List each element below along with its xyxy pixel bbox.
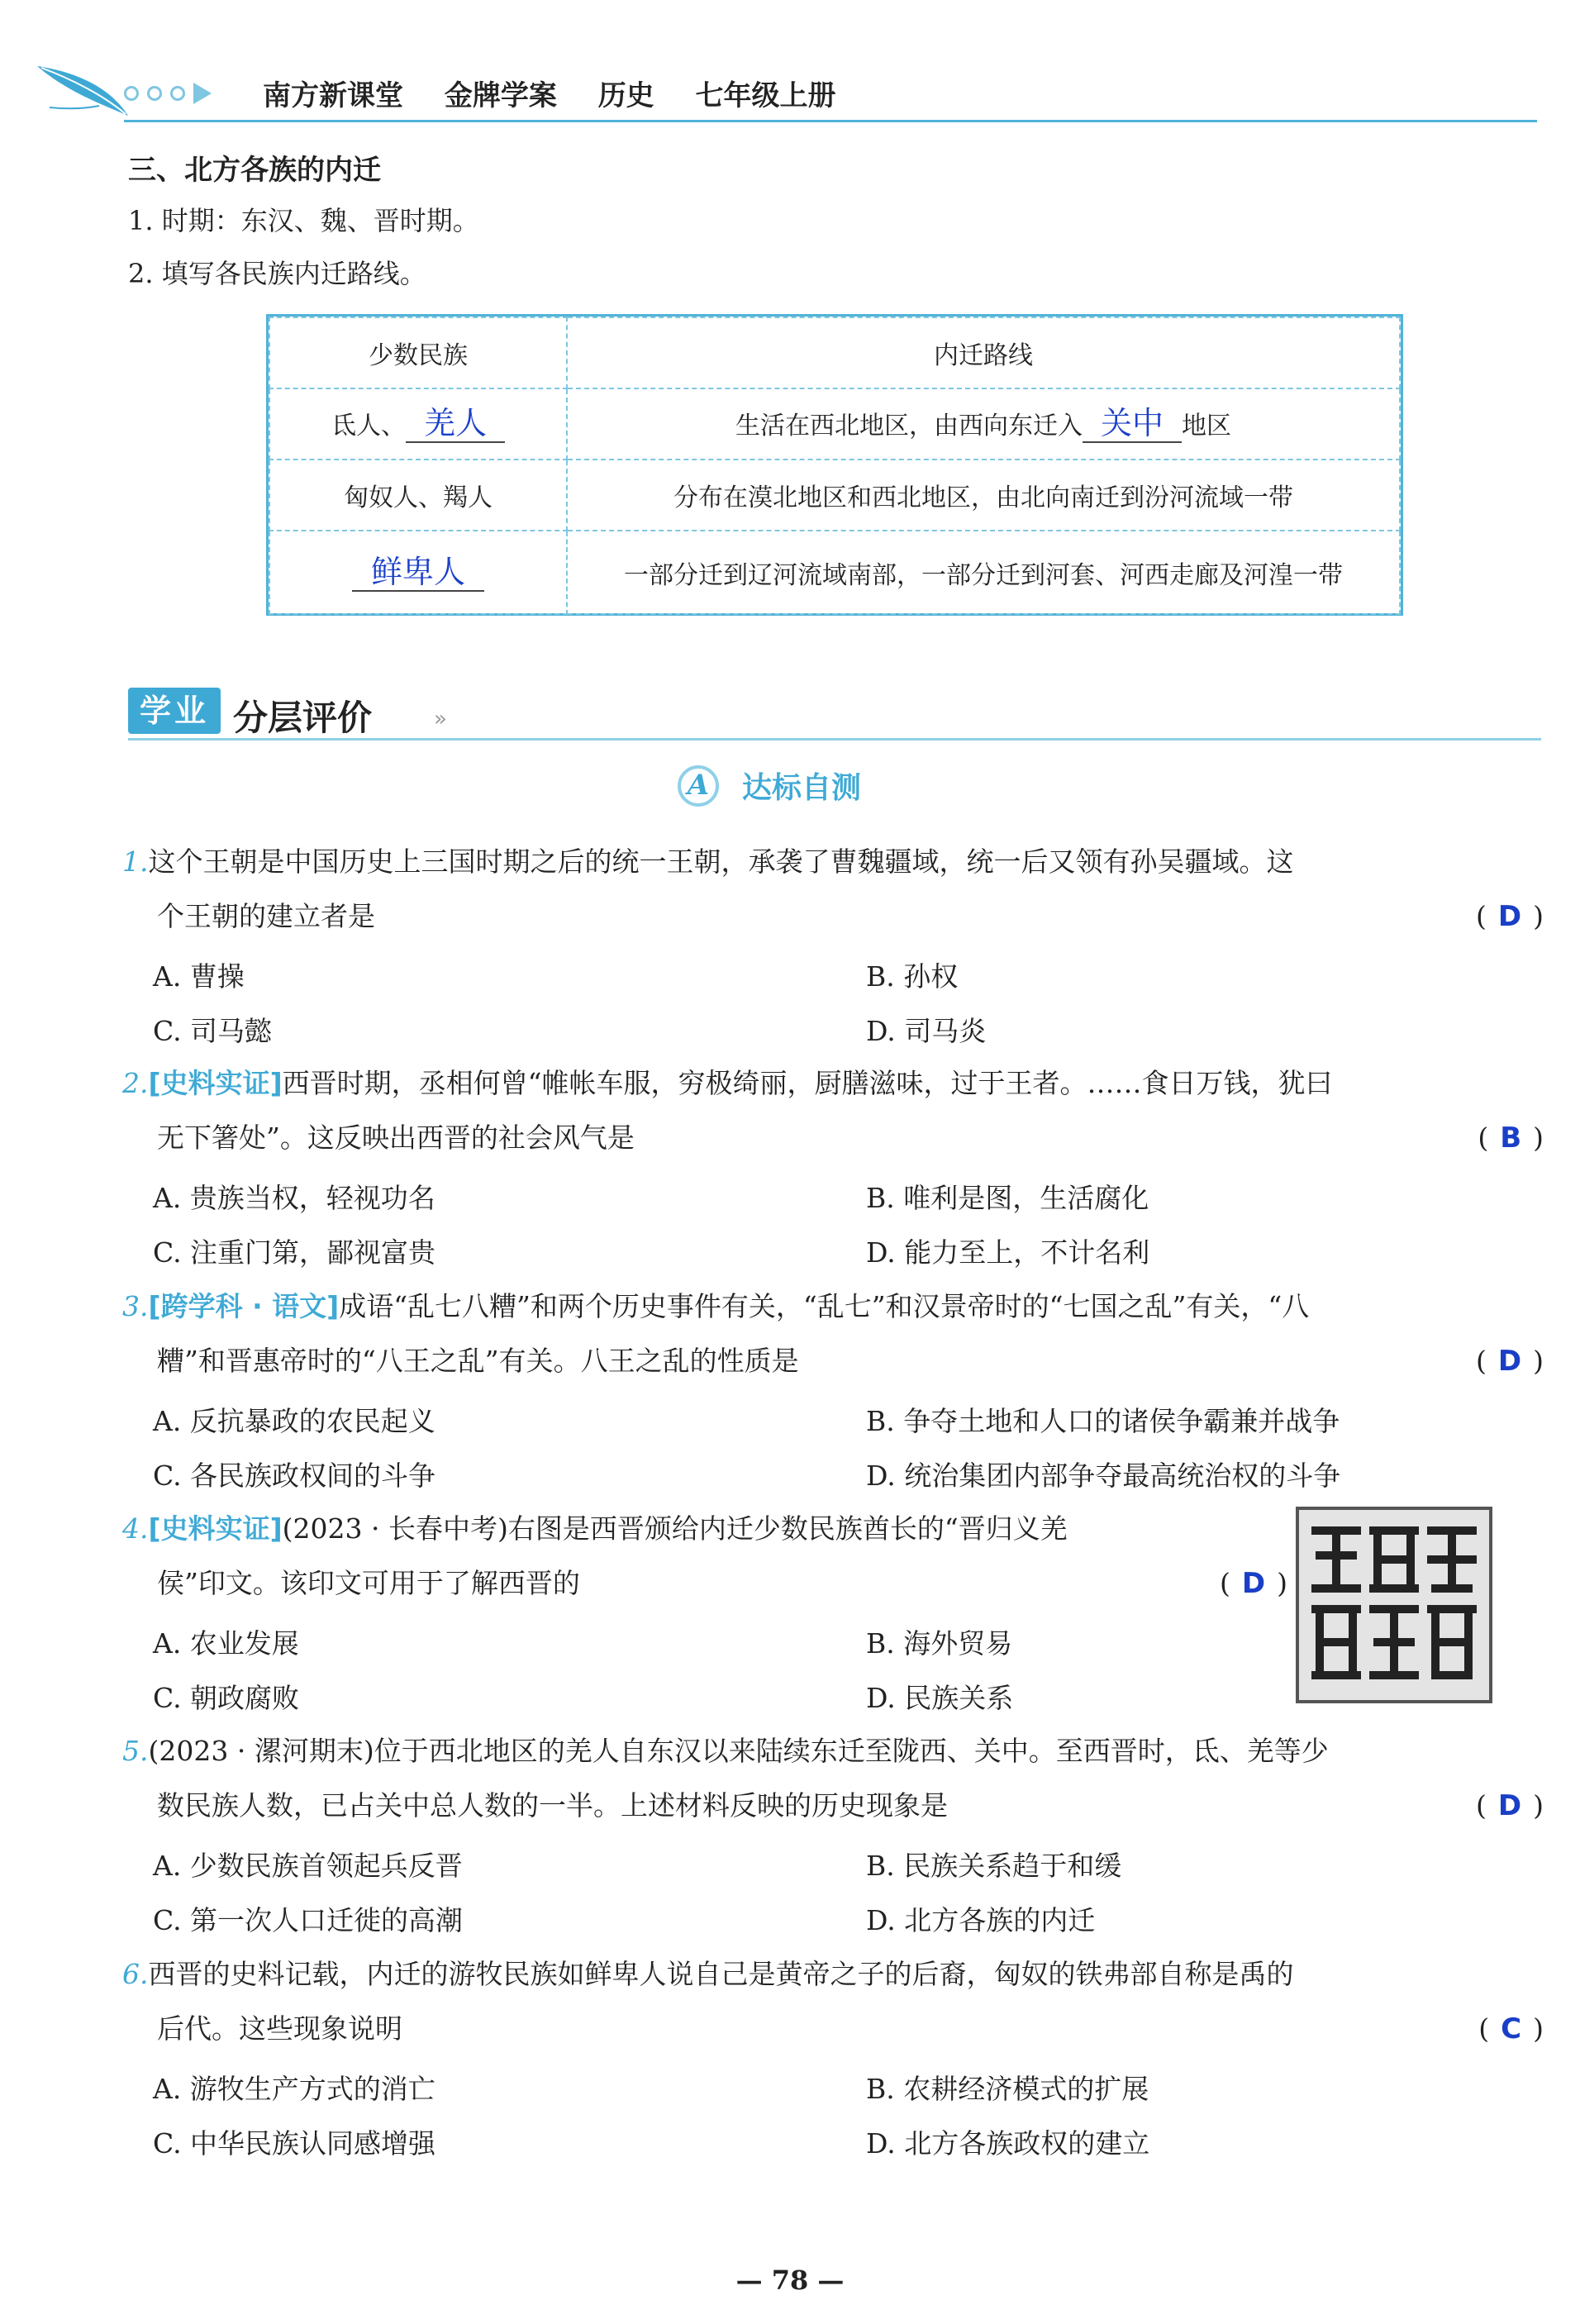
answer-bracket: ( C ) (1478, 2012, 1544, 2045)
option-b: B. 农耕经济模式的扩展 (866, 2073, 1149, 2105)
question-stem-line: 后代。这些现象说明 ( C ) (122, 2002, 1544, 2056)
question-stem-line: 糟”和晋惠帝时的“八王之乱”有关。八王之乱的性质是 ( D ) (122, 1334, 1544, 1388)
option-a: A. 少数民族首领起兵反晋 (153, 1850, 463, 1882)
question-stem-line: 无下箸处”。这反映出西晋的社会风气是 ( B ) (122, 1111, 1544, 1165)
subsection-title: 达标自测 (742, 771, 862, 805)
option-c: C. 各民族政权间的斗争 (153, 1460, 436, 1492)
header-divider (124, 120, 1537, 122)
question-4 (122, 1502, 1287, 1611)
seal-image (1296, 1507, 1492, 1703)
option-c: C. 司马懿 (153, 1015, 273, 1047)
handwritten-answer: D (1241, 1567, 1266, 1600)
question-1 (122, 835, 1544, 944)
table-header-route: 内迁路线 (567, 317, 1400, 388)
question-number: 4. (122, 1512, 149, 1545)
option-d: D. 北方各族的内迁 (866, 1904, 1096, 1936)
option-b: B. 海外贸易 (866, 1627, 1013, 1660)
subsection-header (678, 764, 861, 807)
question-number: 3. (122, 1290, 149, 1322)
handwritten-answer: D (1497, 1789, 1522, 1822)
table-cell-nation: 匈奴人、羯人 (269, 460, 567, 531)
header-subject: 历史 (597, 79, 654, 112)
handwritten-answer: B (1500, 1122, 1522, 1155)
option-b: B. 民族关系趋于和缓 (866, 1850, 1122, 1882)
question-stem-line: 4.[史料实证](2023 · 长春中考)右图是西晋颁给内迁少数民族酋长的“晋归义羌 (122, 1512, 1068, 1545)
question-stem-line: 6.西晋的史料记载，内迁的游牧民族如鲜卑人说自己是黄帝之子的后裔，匈奴的铁弗部自称是禹的 (122, 1958, 1294, 1990)
option-a: A. 农业发展 (153, 1627, 299, 1660)
question-number: 2. (122, 1067, 149, 1099)
question-stem-line: 侯”印文。该印文可用于了解西晋的 ( D ) (122, 1556, 1287, 1611)
question-stem-line: 数民族人数，已占关中总人数的一半。上述材料反映的历史现象是 ( D ) (122, 1779, 1544, 1833)
question-number: 1. (122, 845, 149, 878)
option-b: B. 孙权 (866, 960, 959, 993)
double-chevron-icon: » (434, 707, 447, 731)
header-grade: 七年级上册 (695, 79, 836, 112)
option-b: B. 唯利是图，生活腐化 (866, 1182, 1149, 1214)
option-a: A. 反抗暴政的农民起义 (153, 1405, 435, 1437)
option-b: B. 争夺土地和人口的诸侯争霸兼并战争 (866, 1405, 1340, 1437)
option-c: C. 朝政腐败 (153, 1682, 300, 1714)
option-c: C. 中华民族认同感增强 (153, 2127, 436, 2160)
question-stem-line: 1.这个王朝是中国历史上三国时期之后的统一王朝，承袭了曹魏疆域，统一后又领有孙吴疆域。这 (122, 845, 1294, 878)
question-number: 5. (122, 1735, 149, 1767)
page-number: — 78 — (735, 2264, 845, 2296)
option-d: D. 民族关系 (866, 1682, 1014, 1714)
question-tag: [史料实证] (148, 1067, 283, 1099)
section-divider (128, 738, 1541, 741)
answer-bracket: ( B ) (1478, 1122, 1544, 1155)
question-2 (122, 1056, 1544, 1165)
question-stem-line: 个王朝的建立者是 ( D ) (122, 889, 1544, 944)
header-book-series: 南方新课堂 (263, 79, 403, 112)
option-d: D. 司马炎 (866, 1015, 987, 1047)
handwritten-answer: 关中 (1083, 405, 1182, 443)
option-d: D. 北方各族政权的建立 (866, 2127, 1150, 2160)
question-stem-line: 5.(2023 · 漯河期末)位于西北地区的羌人自东汉以来陆续东迁至陇西、关中。至西晋时，氐、羌等少 (122, 1735, 1329, 1767)
question-tag: [跨学科 · 语文] (148, 1290, 340, 1322)
table-cell-nation: 氐人、 羌人 (269, 388, 567, 460)
header-book-name: 金牌学案 (444, 79, 557, 112)
option-a: A. 贵族当权，轻视功名 (153, 1182, 435, 1214)
option-d: D. 能力至上，不计名利 (866, 1236, 1150, 1269)
table-cell-route: 一部分迁到辽河流域南部，一部分迁到河套、河西走廊及河湟一带 (567, 531, 1400, 614)
handwritten-answer: C (1501, 2012, 1522, 2045)
evaluation-title: 分层评价 (233, 698, 373, 738)
question-tag: [史料实证] (148, 1512, 283, 1545)
answer-bracket: ( D ) (1476, 1789, 1544, 1822)
header-dots-icon (124, 83, 212, 104)
table-header-nation: 少数民族 (269, 317, 567, 388)
handwritten-answer: D (1497, 1345, 1522, 1378)
table-cell-route: 生活在西北地区，由西向东迁入 关中 地区 (567, 388, 1400, 460)
handwritten-answer: 鲜卑人 (352, 554, 484, 592)
option-a: A. 曹操 (153, 960, 245, 993)
section-title: 三、北方各族的内迁 (128, 154, 381, 187)
question-stem-line: 3.[跨学科 · 语文]成语“乱七八糟”和两个历史事件有关，“乱七”和汉景帝时的“七国之乱”有关，“八 (122, 1290, 1310, 1322)
migration-table (266, 314, 1403, 616)
option-d: D. 统治集团内部争夺最高统治权的斗争 (866, 1460, 1341, 1492)
answer-bracket: ( D ) (1476, 900, 1544, 933)
running-header (263, 73, 868, 113)
level-a-icon: A (678, 765, 719, 807)
question-6 (122, 1947, 1544, 2056)
option-c: C. 注重门第，鄙视富贵 (153, 1236, 436, 1269)
handwritten-answer: D (1497, 900, 1522, 933)
question-number: 6. (122, 1958, 149, 1990)
option-a: A. 游牧生产方式的消亡 (153, 2073, 435, 2105)
table-cell-nation (269, 531, 567, 614)
feather-logo-icon (33, 58, 132, 127)
question-stem-line: 2.[史料实证]西晋时期，丞相何曾“帷帐车服，穷极绮丽，厨膳滋味，过于王者。……食日万钱，犹曰 (122, 1067, 1333, 1099)
table-instruction: 2. 填写各民族内迁路线。 (128, 258, 426, 289)
table-cell-route: 分布在漠北地区和西北地区，由北向南迁到汾河流域一带 (567, 460, 1400, 531)
period-line: 1. 时期：东汉、魏、晋时期。 (128, 205, 479, 236)
answer-bracket: ( D ) (1476, 1345, 1544, 1378)
section-badge: 学业 (128, 688, 221, 734)
option-c: C. 第一次人口迁徙的高潮 (153, 1904, 464, 1936)
question-3 (122, 1279, 1544, 1388)
answer-bracket: ( D ) (1220, 1567, 1287, 1600)
question-5 (122, 1724, 1544, 1833)
handwritten-answer: 羌人 (406, 405, 505, 443)
